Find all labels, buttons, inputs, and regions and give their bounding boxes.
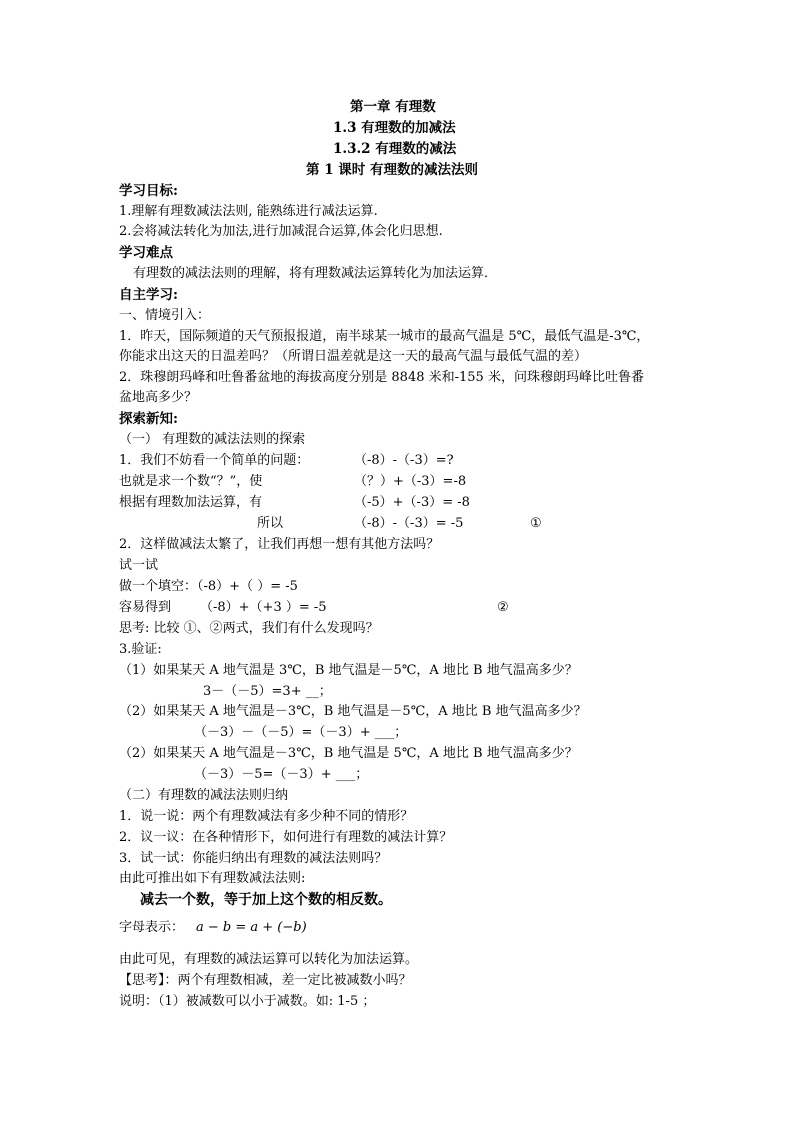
subtraction-rule: 减去一个数，等于加上这个数的相反数。 <box>140 892 392 908</box>
step-1-equation: （-8）-（-3）=? <box>354 453 454 468</box>
verify-heading: 3.验证: <box>119 642 162 657</box>
question-2-line-2: 盆地高多少？ <box>119 390 198 405</box>
step-2-equation: （？）+（-3）=-8 <box>354 474 467 489</box>
verify-question-1: （1）如果某天 A 地气温是 3℃，B 地气温是－5℃，A 地比 B 地气温高多少？ <box>119 663 578 678</box>
goals-heading: 学习目标: <box>119 183 178 199</box>
question-1-line-2: 你能求出这天的日温差吗？（所谓日温差就是这一天的最高气温与最低气温的差） <box>119 349 588 364</box>
difficulty-heading: 学习难点 <box>119 245 173 261</box>
verify-question-2: （2）如果某天 A 地气温是－3℃，B 地气温是－5℃，A 地比 B 地气温高多少？ <box>119 704 587 719</box>
step-4-equation: （-8）-（-3）= -5 <box>354 516 464 531</box>
section-title: 1.3 有理数的加减法 <box>333 120 456 136</box>
think-line: 思考: 比较 ①、②两式，我们有什么发现吗？ <box>119 621 379 636</box>
easy-get-text: 容易得到 <box>119 600 172 615</box>
question-1-line-1: 1．昨天，国际频道的天气预报报道，南半球某一城市的最高气温是 5℃，最低气温是-3℃， <box>119 329 650 344</box>
step-4-text: 所以 <box>257 516 284 531</box>
goal-item-2: 2.会将减法转化为加法,进行加减混合运算,体会化归思想. <box>119 224 443 239</box>
goal-item-1: 1.理解有理数减法法则, 能熟练进行减法运算. <box>119 204 378 219</box>
lesson-title: 第 1 课时 有理数的减法法则 <box>306 162 478 178</box>
verify-question-3: （2）如果某天 A 地气温是－3℃，B 地气温是 5℃，A 地比 B 地气温高多少？ <box>119 746 578 761</box>
step-3-text: 根据有理数加法运算，有 <box>119 495 263 510</box>
subsection-title: 1.3.2 有理数的减法 <box>333 141 457 157</box>
step-1-text: 1．我们不妨看一个简单的问题： <box>119 453 310 468</box>
part-1-title: （一） 有理数的减法法则的探索 <box>119 432 306 447</box>
intro-heading: 一、情境引入： <box>119 308 211 323</box>
conclusion-line: 由此可见，有理数的减法运算可以转化为加法运算。 <box>119 952 419 967</box>
question-2-line-1: 2．珠穆朗玛峰和吐鲁番盆地的海拔高度分别是 8848 米和-155 米，问珠穆朗玛峰比吐鲁番 <box>119 370 644 385</box>
explore-heading: 探索新知: <box>119 411 178 427</box>
fill-blank-line: 做一个填空：（-8）+（ ）= -5 <box>119 579 298 594</box>
verify-answer-1: 3－（－5）=3+ __； <box>203 684 332 699</box>
self-study-heading: 自主学习: <box>119 287 178 303</box>
formula-label: 字母表示： <box>119 920 185 935</box>
verify-answer-2: （－3）－（－5）=（－3）+ ___； <box>194 725 408 740</box>
step-5-text: 2．这样做减法太繁了，让我们再想一想有其他方法吗？ <box>119 537 440 552</box>
easy-get-equation: （-8）+（+3 ）= -5 <box>200 600 327 615</box>
part-2-title: （二）有理数的减法法则归纳 <box>119 788 289 803</box>
practice-2: 2．议一议：在各种情形下，如何进行有理数的减法计算？ <box>119 830 453 845</box>
step-3-equation: （-5）+（-3）= -8 <box>354 495 470 510</box>
note-line: 说明：（1）被减数可以小于减数。如: 1-5 ； <box>119 994 376 1009</box>
verify-answer-3: （－3）－5=（－3）+ ___； <box>194 767 369 782</box>
practice-1: 1．说一说：两个有理数减法有多少种不同的情形？ <box>119 809 414 824</box>
formula: a − b = a + (−b) <box>196 920 307 935</box>
chapter-title: 第一章 有理数 <box>350 99 436 115</box>
derive-line: 由此可推出如下有理数减法法则: <box>119 871 306 886</box>
difficulty-text: 有理数的减法法则的理解，将有理数减法运算转化为加法运算． <box>133 266 498 281</box>
ponder-line: 【思考】：两个有理数相减，差一定比被减数小吗？ <box>119 973 412 988</box>
equation-mark-2: ② <box>497 600 509 615</box>
equation-mark-1: ① <box>530 516 542 531</box>
practice-3: 3．试一试：你能归纳出有理数的减法法则吗？ <box>119 851 388 866</box>
try-label: 试一试 <box>119 558 159 573</box>
step-2-text: 也就是求一个数“？”，使 <box>119 474 263 489</box>
